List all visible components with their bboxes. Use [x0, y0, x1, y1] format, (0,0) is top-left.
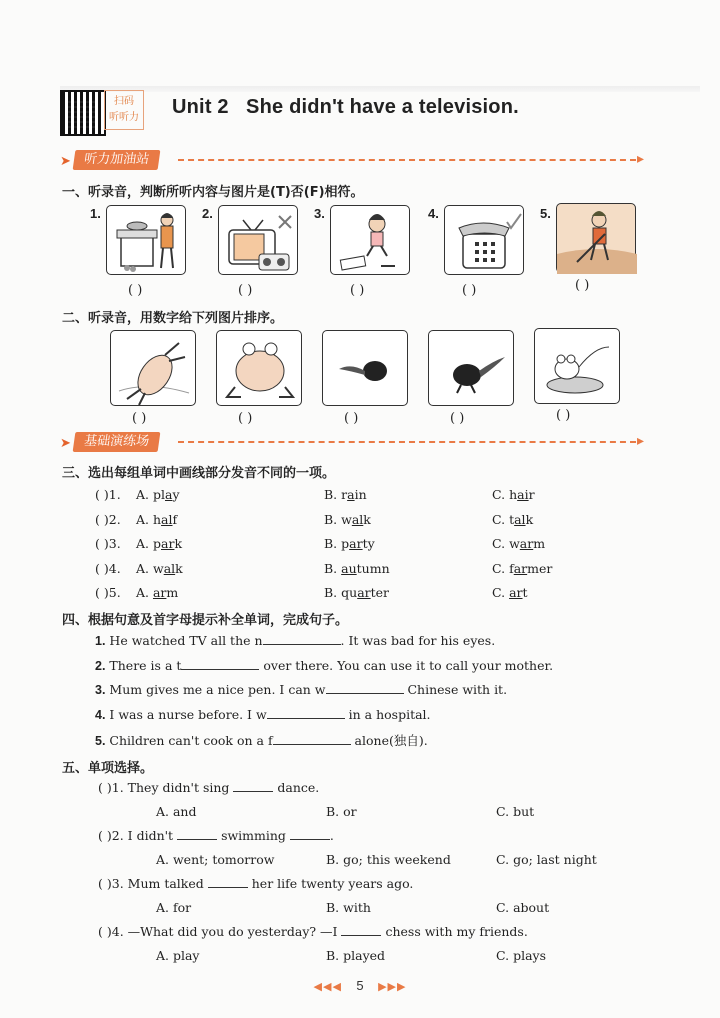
sentence-text: He watched TV all the n — [109, 633, 263, 648]
answer-paren[interactable]: ( ) — [132, 411, 147, 426]
answer-paren[interactable]: ( ) — [344, 411, 359, 426]
television-and-radio-icon — [218, 205, 298, 275]
item-number: 5. — [540, 206, 551, 221]
underlined-part: al — [351, 511, 364, 527]
question-text: . — [329, 828, 334, 843]
underlined-part: a — [164, 487, 173, 502]
double-arrow-icon: ➤ — [60, 154, 71, 169]
word-part: w — [509, 536, 520, 551]
telephone-icon — [444, 205, 524, 275]
section-label: 基础演练场 — [73, 432, 161, 452]
dashed-line — [178, 159, 636, 161]
row-number: )3. — [103, 536, 121, 551]
question-number: )2. — [106, 828, 124, 843]
sentence-text: alone(独自). — [350, 733, 428, 748]
answer-blank[interactable] — [273, 733, 351, 745]
word-part: pl — [152, 487, 165, 502]
answer-paren[interactable]: ( — [95, 585, 104, 600]
question-text: dance. — [277, 780, 320, 795]
option-letter: A. — [136, 487, 153, 502]
option-c[interactable] — [492, 585, 528, 600]
question-row — [98, 780, 319, 795]
word-part: mer — [527, 560, 553, 576]
option-a[interactable]: A. and — [156, 804, 197, 819]
option-c[interactable]: C. but — [496, 804, 535, 819]
option-letter: B. — [324, 585, 342, 600]
question-number: )3. — [106, 876, 124, 891]
option-c[interactable] — [492, 536, 545, 551]
sentence-row — [95, 658, 553, 673]
answer-blank[interactable] — [208, 876, 248, 888]
question-row — [98, 876, 413, 891]
answer-paren[interactable]: ( — [95, 560, 104, 576]
answer-paren[interactable]: ( ) — [238, 283, 253, 298]
section-label: 听力加油站 — [73, 150, 161, 170]
item-number: 2. — [202, 206, 213, 221]
option-a[interactable]: A. play — [156, 948, 200, 963]
answer-blank[interactable] — [263, 633, 341, 645]
answer-paren[interactable]: ( — [98, 780, 107, 795]
answer-blank[interactable] — [181, 658, 259, 670]
option-c[interactable]: C. go; last night — [496, 852, 597, 867]
answer-paren[interactable]: ( ) — [128, 283, 143, 298]
tadpole-icon — [322, 330, 408, 406]
option-b[interactable]: B. go; this weekend — [326, 852, 451, 867]
question-number: )1. — [106, 780, 124, 795]
option-letter: C. — [492, 560, 510, 576]
option-c[interactable] — [492, 512, 533, 527]
item-number: 1. — [90, 206, 101, 221]
answer-blank[interactable] — [290, 828, 330, 840]
option-b[interactable] — [324, 512, 371, 527]
answer-paren[interactable]: ( ) — [450, 411, 465, 426]
underlined-part: ai — [517, 487, 529, 502]
page-title: Unit 2 She didn't have a television. — [172, 96, 519, 118]
part3-instruction: 三、选出每组单词中画线部分发音不同的一项。 — [62, 466, 336, 481]
answer-paren[interactable]: ( ) — [238, 411, 253, 426]
item-number: 3. — [314, 206, 325, 221]
answer-blank[interactable] — [326, 682, 404, 694]
word-part: tumn — [356, 560, 390, 576]
sentence-row — [95, 707, 431, 722]
row-number: )1. — [103, 487, 121, 502]
option-letter: A. — [136, 560, 153, 576]
sentence-text: . It was bad for his eyes. — [340, 633, 496, 648]
answer-paren[interactable]: ( — [95, 487, 104, 502]
underlined-part: ar — [161, 536, 175, 551]
left-arrows-icon: ◀◀◀ — [313, 981, 342, 993]
frog-sitting-icon — [216, 330, 302, 406]
sentence-row — [95, 633, 495, 648]
word-part: k — [525, 511, 534, 527]
question-text: They didn't sing — [127, 780, 230, 795]
person-at-stove-icon — [106, 205, 186, 275]
word-part: w — [152, 560, 164, 576]
word-part: m — [166, 585, 179, 600]
option-letter: C. — [492, 487, 510, 502]
word-part: y — [172, 487, 180, 502]
question-text: —What did you do yesterday? —I — [127, 924, 338, 939]
option-b[interactable]: B. or — [326, 804, 357, 819]
underlined-part: ar — [357, 585, 371, 600]
right-arrows-icon: ▶▶▶ — [378, 981, 407, 993]
choice-row — [95, 487, 121, 502]
section-banner-listening — [60, 150, 644, 172]
sentence-text: in a hospital. — [344, 706, 431, 722]
answer-paren[interactable]: ( — [98, 828, 107, 843]
option-letter: C. — [492, 585, 510, 600]
word-part: w — [341, 511, 352, 527]
word-part: qu — [341, 585, 358, 600]
underlined-part: al — [163, 560, 176, 576]
underlined-part: ar — [513, 560, 528, 576]
double-arrow-icon: ➤ — [60, 436, 71, 451]
tadpole-with-legs-icon — [428, 330, 514, 406]
option-a[interactable] — [136, 585, 178, 600]
option-c[interactable] — [492, 561, 552, 576]
choice-row — [95, 536, 121, 551]
word-part: k — [175, 560, 183, 576]
question-text: chess with my friends. — [385, 924, 528, 939]
word-part: h — [152, 511, 162, 527]
option-a[interactable]: A. for — [156, 900, 192, 915]
underlined-part: a — [347, 487, 355, 502]
answer-paren[interactable]: ( ) — [350, 283, 365, 298]
part2-instruction: 二、听录音，用数字给下列图片排序。 — [62, 311, 284, 326]
option-letter: B. — [324, 511, 342, 527]
row-number: )5. — [103, 585, 121, 600]
word-part: h — [509, 487, 518, 502]
answer-blank[interactable] — [341, 924, 381, 936]
option-b[interactable] — [324, 585, 389, 600]
option-c[interactable]: C. about — [496, 900, 550, 915]
sentence-number: 3. — [95, 683, 106, 697]
word-part: ter — [370, 585, 390, 600]
answer-paren[interactable]: ( ) — [462, 283, 477, 298]
option-b[interactable] — [324, 561, 390, 576]
word-part: p — [152, 536, 161, 551]
word-part: p — [341, 536, 350, 551]
frog-swimming-icon — [110, 330, 196, 406]
option-letter: B. — [324, 536, 342, 551]
qr-label-line2: 听听力 — [109, 112, 139, 123]
qr-label-line1: 扫码 — [114, 96, 134, 107]
girl-reading-icon — [330, 205, 410, 275]
word-part: k — [174, 536, 183, 551]
option-letter: A. — [136, 536, 153, 551]
option-a[interactable] — [136, 536, 182, 551]
answer-paren[interactable]: ( ) — [556, 408, 571, 423]
sentence-text: over there. You can use it to call your mother. — [259, 657, 554, 673]
word-part: in — [354, 487, 367, 502]
option-a[interactable] — [136, 512, 177, 527]
sentence-row — [95, 682, 507, 697]
answer-paren[interactable]: ( — [95, 536, 104, 551]
question-row — [98, 924, 528, 939]
underlined-part: ar — [519, 536, 534, 551]
option-letter: A. — [136, 585, 153, 600]
underlined-part: ar — [152, 585, 167, 600]
word-part: m — [533, 536, 546, 551]
sentence-text: Mum gives me a nice pen. I can w — [109, 682, 326, 697]
option-letter: C. — [492, 536, 510, 551]
question-text: her life twenty years ago. — [251, 876, 414, 891]
underlined-part: ar — [509, 585, 523, 600]
page-footer — [0, 978, 720, 993]
sentence-number: 2. — [95, 658, 106, 673]
option-letter: C. — [492, 511, 510, 527]
frog-on-lily-pad-icon — [534, 328, 620, 404]
word-part: f — [509, 560, 514, 576]
option-letter: B. — [324, 560, 342, 576]
question-text: swimming — [221, 828, 286, 843]
answer-blank[interactable] — [267, 707, 345, 719]
question-text: I didn't — [127, 828, 174, 843]
boy-with-tool-icon — [556, 203, 636, 273]
sentence-number: 4. — [95, 707, 106, 722]
underlined-part: al — [161, 511, 173, 527]
qr-label-box — [104, 90, 144, 130]
option-b[interactable]: B. played — [326, 948, 386, 963]
arrow-end-icon: ▸ — [636, 433, 644, 449]
sentence-text: There is a t — [109, 657, 182, 673]
word-part: t — [509, 511, 515, 527]
header-rule — [60, 86, 700, 92]
option-letter: A. — [136, 511, 153, 527]
choice-row — [95, 561, 121, 576]
row-number: )2. — [103, 511, 121, 527]
word-part: t — [522, 585, 528, 600]
choice-row — [95, 512, 121, 527]
option-c[interactable] — [492, 487, 535, 502]
sentence-text: Chinese with it. — [403, 682, 508, 697]
sentence-number: 5. — [95, 734, 106, 748]
option-c[interactable]: C. plays — [496, 948, 546, 963]
question-number: )4. — [106, 924, 124, 939]
option-b[interactable] — [324, 487, 367, 502]
sentence-text: Children can't cook on a f — [109, 733, 273, 748]
part1-instruction: 一、听录音，判断所听内容与图片是(T)否(F)相符。 — [62, 185, 364, 200]
sentence-row — [95, 731, 428, 749]
underlined-part: au — [341, 560, 357, 576]
sentence-text: I was a nurse before. I w — [109, 706, 267, 722]
answer-blank[interactable] — [177, 828, 217, 840]
word-part: k — [363, 511, 371, 527]
section-banner-basics — [60, 432, 644, 454]
word-part: r — [341, 487, 348, 502]
underlined-part: ar — [349, 536, 363, 551]
word-part: ty — [362, 536, 375, 551]
answer-paren[interactable]: ( — [98, 924, 107, 939]
option-a[interactable]: A. went; tomorrow — [156, 852, 275, 867]
qr-code[interactable] — [60, 90, 106, 136]
item-number: 4. — [428, 206, 439, 221]
word-part: f — [172, 511, 178, 527]
part5-instruction: 五、单项选择。 — [62, 761, 154, 776]
choice-row — [95, 585, 121, 600]
dashed-line — [178, 441, 636, 443]
sentence-number: 1. — [95, 634, 106, 648]
answer-paren[interactable]: ( — [98, 876, 107, 891]
option-b[interactable]: B. with — [326, 900, 371, 915]
option-a[interactable] — [136, 487, 180, 502]
word-part: r — [528, 487, 535, 502]
option-letter: B. — [324, 487, 342, 502]
arrow-end-icon: ▸ — [636, 151, 644, 167]
part4-instruction: 四、根据句意及首字母提示补全单词，完成句子。 — [62, 613, 349, 628]
question-text: Mum talked — [127, 876, 204, 891]
answer-paren[interactable]: ( — [95, 511, 104, 527]
underlined-part: al — [514, 511, 526, 527]
option-a[interactable] — [136, 561, 183, 576]
option-b[interactable] — [324, 536, 375, 551]
answer-paren[interactable]: ( ) — [575, 278, 590, 293]
page-number: 5 — [356, 978, 364, 993]
answer-blank[interactable] — [233, 780, 273, 792]
row-number: )4. — [103, 560, 121, 576]
question-row — [98, 828, 334, 843]
